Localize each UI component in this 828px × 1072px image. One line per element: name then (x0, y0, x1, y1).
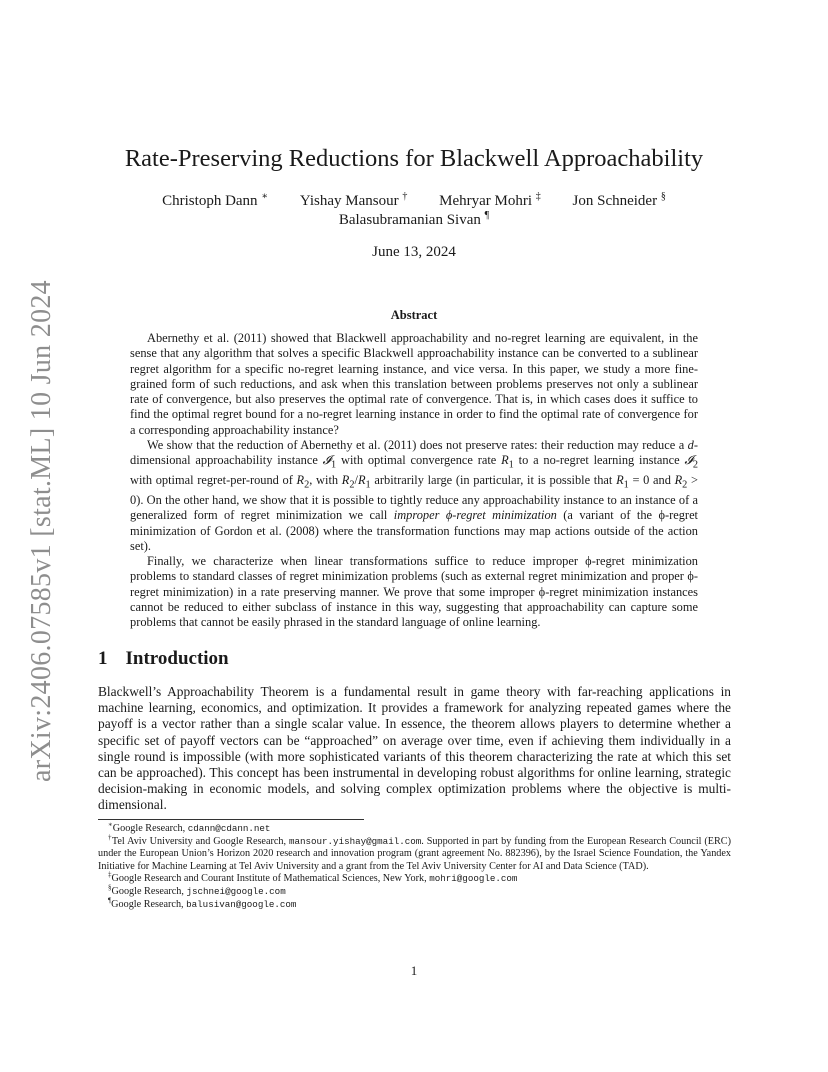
footnotes (98, 820, 731, 911)
footnote: §Google Research, jschnei@google.com (108, 883, 286, 897)
email-link[interactable]: balusivan@google.com (186, 898, 297, 910)
footnote: †Tel Aviv University and Google Research, mansour.yishay@gmail.com. Supported in part by funding from the European Research Council (ERC) under the European Union’s Horizon 2020 research and innovation program (grant agreement No. 882396), by the Israel Science Foundation, the Yandex Initiative for Machine Learning at Tel Aviv University and a grant from the Tel Aviv University Center for AI and Data Science (TAD). (98, 833, 731, 872)
author: Mehryar Mohri ‡ (439, 191, 541, 209)
author: Balasubramanian Sivan ¶ (338, 210, 490, 228)
footnote: ‡Google Research and Courant Institute of Mathematical Sciences, New York, mohri@google.com (108, 870, 518, 885)
paper-title: Rate-Preserving Reductions for Blackwell Approachability (124, 145, 704, 172)
author-list (0, 192, 828, 230)
abstract-heading: Abstract (390, 308, 438, 322)
footnote-rule (98, 819, 364, 820)
author: Christoph Dann ∗ (162, 191, 269, 209)
footnote: ¶Google Research, balusivan@google.com (108, 896, 297, 910)
abstract-paragraph: Finally, we characterize when linear transformations suffice to reduce improper ϕ-regret minimization problems to standard classes of regret minimization problems (such as external regret minimization and proper ϕ-regret minimization) in a rate preserving manner. We prove that some improper ϕ-regret minimization instances cannot be reduced to either subclass of instance in this way, suggesting that approachability can capture some problems that cannot be easily phrased in the standard language of online learning. (130, 554, 698, 630)
email-link[interactable]: cdann@cdann.net (187, 823, 271, 834)
section-heading: 1 Introduction (98, 648, 229, 669)
author: Jon Schneider § (572, 191, 666, 209)
abstract-paragraph: We show that the reduction of Abernethy et al. (2011) does not preserve rates: their reduction may reduce a d-dimensional approachability instance 𝓘$_1$ with optimal convergence rate $R_1$ to a no-regret learning instance 𝓘$_2$ with optimal regret-per-round of $R_2$, with $R_2/R_1$ arbitrarily large (in particular, it is possible that $R_1 = 0$ and $R_2 > 0$). On the other hand, we show that it is possible to tightly reduce any approachability instance to an instance of a generalized form of regret minimization we call improper ϕ-regret minimization (a variant of the ϕ-regret minimization of Gordon et al. (2008) where the transformation functions may map actions outside of the action set). (130, 438, 699, 553)
arxiv-stamp: arXiv:2406.07585v1 [stat.ML] 10 Jun 2024 (26, 280, 57, 782)
abstract-body (130, 331, 698, 631)
email-link[interactable]: mansour.yishay@gmail.com (288, 835, 422, 847)
footnote: ∗Google Research, cdann@cdann.net (108, 820, 271, 834)
abstract-paragraph: Abernethy et al. (2011) showed that Blackwell approachability and no-regret learning are equivalent, in the sense that any algorithm that solves a specific Blackwell approachability instance can be converted to a sublinear regret algorithm for a specific no-regret learning instance, and vice versa. In this paper, we study a more fine-grained form of such reductions, and ask when this translation between problems preserves not only a sublinear rate of convergence, but also preserves the optimal rate of convergence. That is, in which cases does it suffice to find the optimal regret bound for a no-regret learning instance in order to find the optimal rate of convergence for a corresponding approachability instance? (130, 331, 698, 437)
paper-date: June 13, 2024 (372, 244, 456, 260)
intro-paragraph: Blackwell’s Approachability Theorem is a fundamental result in game theory with far-reaching applications in machine learning, economics, and optimization. It provides a framework for analyzing repeated games where the payoff is a vector rather than a single scalar value. In essence, the theorem allows players to determine whether a specific set of payoff vectors can be “approached” on average over time, even if achieving them individually in a single round is impossible (with more sophisticated variants of this theorem characterizing the rate at which this set can be approached). This concept has been instrumental in developing robust algorithms for online learning, strategic decision-making in economic models, and solving complex optimization problems where the objective is multi-dimensional. (98, 684, 731, 813)
email-link[interactable]: mohri@google.com (429, 873, 518, 885)
author: Yishay Mansour † (299, 191, 408, 209)
page-number: 1 (410, 963, 418, 978)
email-link[interactable]: jschnei@google.com (186, 885, 286, 897)
